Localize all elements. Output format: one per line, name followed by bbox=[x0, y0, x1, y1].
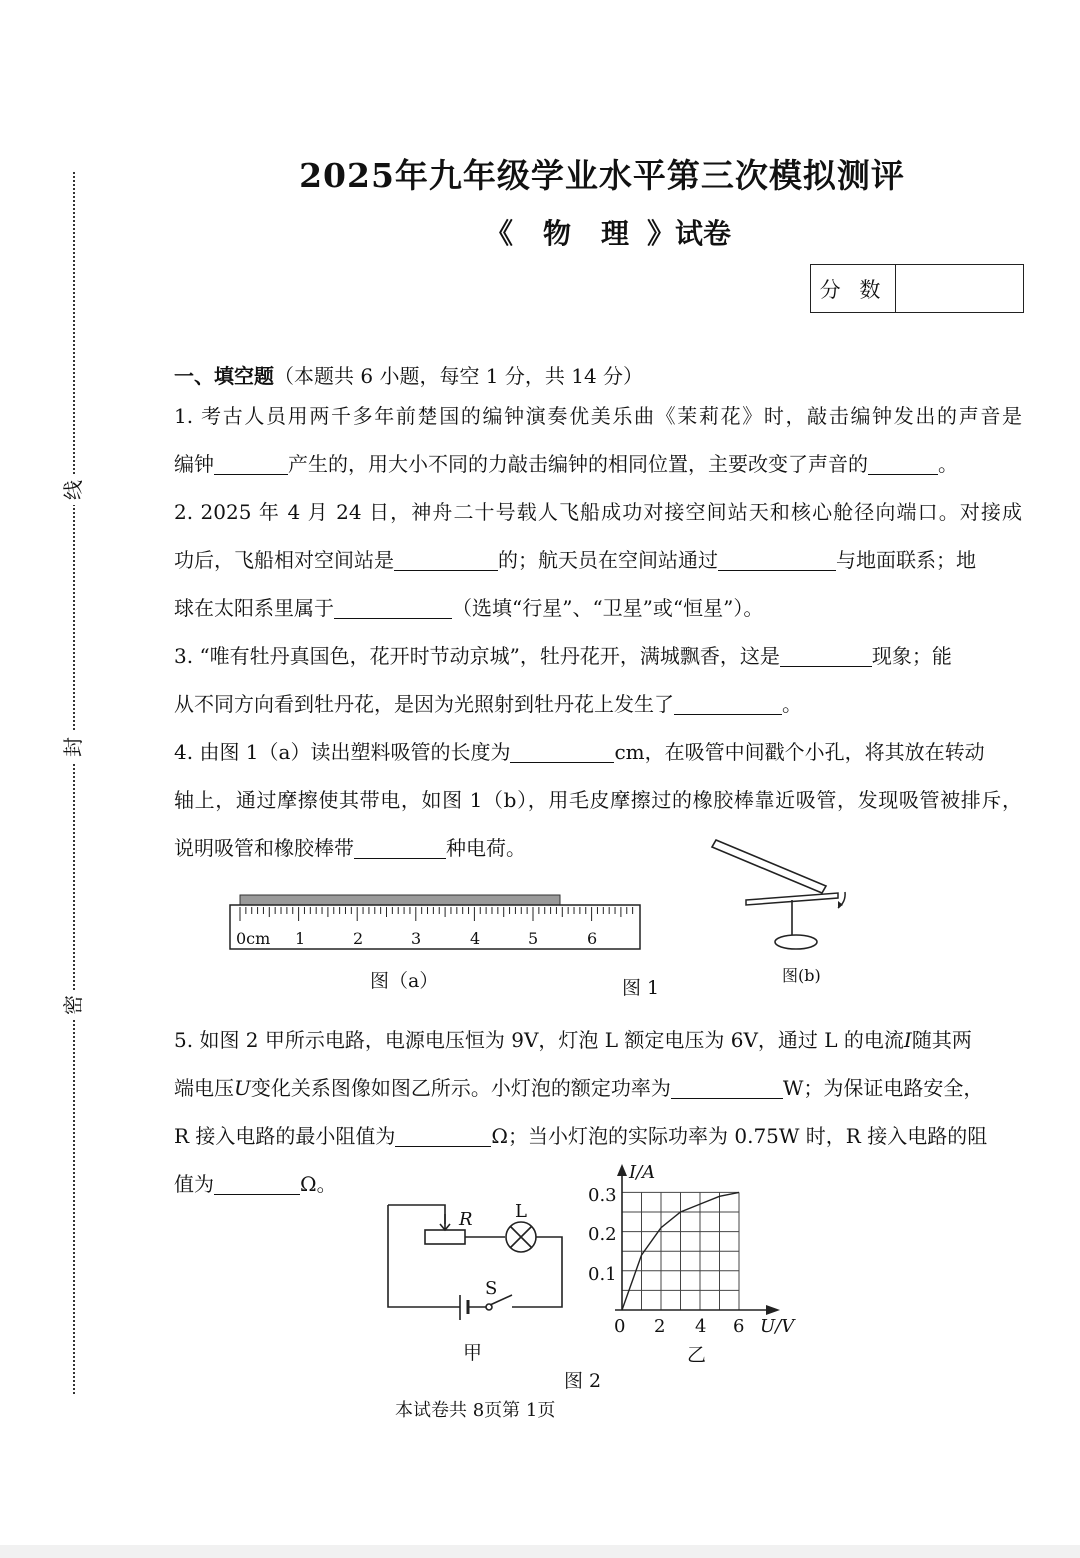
q2-text-a: 功后，飞船相对空间站是 bbox=[174, 548, 394, 572]
q2-text-b: 的；航天员在空间站通过 bbox=[498, 548, 718, 572]
q4-text-b: cm，在吸管中间戳个小孔，将其放在转动 bbox=[614, 740, 985, 764]
q4-text-d: 种电荷。 bbox=[446, 836, 526, 860]
label-L: L bbox=[515, 1201, 527, 1222]
q5-text-d: 变化关系图像如图乙所示。小灯泡的额定功率为 bbox=[250, 1076, 671, 1100]
circuit-wire-left bbox=[388, 1205, 460, 1307]
y-tick-02: 0.2 bbox=[588, 1224, 617, 1245]
y-tick-03: 0.3 bbox=[588, 1185, 617, 1206]
fig2-caption-yi: 乙 bbox=[687, 1344, 707, 1366]
fig1-caption-a: 图（a） bbox=[370, 970, 439, 992]
q5-text-e: W；为保证电路安全， bbox=[782, 1076, 984, 1100]
q3-text-d: 。 bbox=[782, 692, 802, 716]
ruler-label-1: 1 bbox=[295, 929, 306, 948]
q5-symbol-u: U bbox=[234, 1076, 251, 1100]
rheostat-R bbox=[425, 1230, 465, 1244]
x-tick-6: 6 bbox=[733, 1316, 745, 1337]
q5-text-i: Ω。 bbox=[300, 1172, 337, 1196]
q2-line-1: 2. 2025 年 4 月 24 日，神舟二十号载人飞船成功对接空间站天和核心舱径向端口。对接成 bbox=[174, 500, 1022, 524]
binding-char-xian: 线 bbox=[58, 475, 88, 505]
fig2-caption-jia: 甲 bbox=[463, 1342, 483, 1364]
y-axis-label: I/A bbox=[629, 1162, 656, 1183]
ruler-label-4: 4 bbox=[470, 929, 481, 948]
q5-symbol-i: I bbox=[903, 1028, 912, 1052]
graph-grid bbox=[622, 1192, 739, 1310]
fig1-caption-b: 图(b) bbox=[782, 966, 821, 985]
circuit-wire-top-left bbox=[388, 1205, 445, 1224]
subject-char-a: 物 bbox=[543, 217, 572, 250]
x-axis-label: U/V bbox=[760, 1316, 795, 1337]
ruler-label-5: 5 bbox=[528, 929, 539, 948]
q2-text-c: 与地面联系；地 bbox=[836, 548, 976, 572]
q5-text-c: 端电压 bbox=[174, 1076, 234, 1100]
bottom-band bbox=[0, 1545, 1080, 1558]
q3-text-b: 现象；能 bbox=[871, 644, 952, 668]
ruler-label-2: 2 bbox=[353, 929, 364, 948]
section-heading: 一、填空题 bbox=[174, 364, 274, 388]
q4-text-c: 说明吸管和橡胶棒带 bbox=[174, 836, 354, 860]
y-tick-01: 0.1 bbox=[588, 1264, 617, 1285]
x-tick-2: 2 bbox=[654, 1316, 666, 1337]
x-axis-arrow-icon bbox=[766, 1305, 780, 1315]
q5-text-h: 值为 bbox=[174, 1172, 214, 1196]
page-footer: 本试卷共 8页第 1页 bbox=[395, 1400, 556, 1421]
q1-text-a: 编钟 bbox=[174, 452, 214, 476]
q5-text-g: Ω；当小灯泡的实际功率为 0.75W 时，R 接入电路的阻 bbox=[491, 1124, 988, 1148]
q1-line-1: 1. 考古人员用两千多年前楚国的编钟演奏优美乐曲《茉莉花》时，敲击编钟发出的声音是 bbox=[174, 404, 1022, 428]
q5-text-b: 随其两 bbox=[911, 1028, 972, 1052]
q3-text-c: 从不同方向看到牡丹花，是因为光照射到牡丹花上发生了 bbox=[174, 692, 674, 716]
subject-char-b: 理 bbox=[601, 217, 630, 250]
ruler-label-3: 3 bbox=[411, 929, 422, 948]
q2-text-d: 球在太阳系里属于 bbox=[174, 596, 334, 620]
label-S: S bbox=[485, 1278, 498, 1299]
x-tick-0: 0 bbox=[614, 1316, 626, 1337]
iu-graph bbox=[615, 1164, 780, 1315]
ruler-label-6: 6 bbox=[587, 929, 598, 948]
q4-text-a: 4. 由图 1（a）读出塑料吸管的长度为 bbox=[174, 740, 511, 764]
binding-char-mi: 密 bbox=[58, 990, 88, 1020]
y-axis-arrow-icon bbox=[617, 1164, 627, 1176]
exam-title: 2025年九年级学业水平第三次模拟测评 bbox=[299, 156, 905, 195]
section-note: （本题共 6 小题，每空 1 分，共 14 分） bbox=[274, 364, 644, 388]
q3-text-a: 3. “唯有牡丹真国色，花开时节动京城”，牡丹花开，满城飘香，这是 bbox=[174, 644, 780, 668]
q4-line-2: 轴上，通过摩擦使其带电，如图 1（b），用毛皮摩擦过的橡胶棒靠近吸管，发现吸管被排斥， bbox=[174, 788, 1022, 812]
label-R: R bbox=[459, 1209, 473, 1230]
q5-text-f: R 接入电路的最小阻值为 bbox=[174, 1124, 396, 1148]
subject-close: 》试卷 bbox=[647, 217, 732, 250]
q2-text-e: （选填“行星”、“卫星”或“恒星”）。 bbox=[452, 596, 764, 620]
fig2-caption: 图 2 bbox=[564, 1370, 602, 1392]
q1-text-b: 产生的，用大小不同的力敲击编钟的相同位置，主要改变了声音的 bbox=[288, 452, 868, 476]
q5-text-a: 5. 如图 2 甲所示电路，电源电压恒为 9V，灯泡 L 额定电压为 6V，通过 L 的电流 bbox=[174, 1028, 904, 1052]
q1-text-c: 。 bbox=[938, 452, 958, 476]
subject-open: 《 bbox=[485, 217, 514, 250]
score-label: 分 数 bbox=[811, 265, 896, 312]
fig1-caption: 图 1 bbox=[622, 977, 660, 999]
binding-char-feng: 封 bbox=[58, 732, 88, 762]
x-tick-4: 4 bbox=[695, 1316, 707, 1337]
ruler-label-0: 0cm bbox=[236, 929, 271, 948]
circuit-diagram bbox=[388, 1205, 562, 1320]
